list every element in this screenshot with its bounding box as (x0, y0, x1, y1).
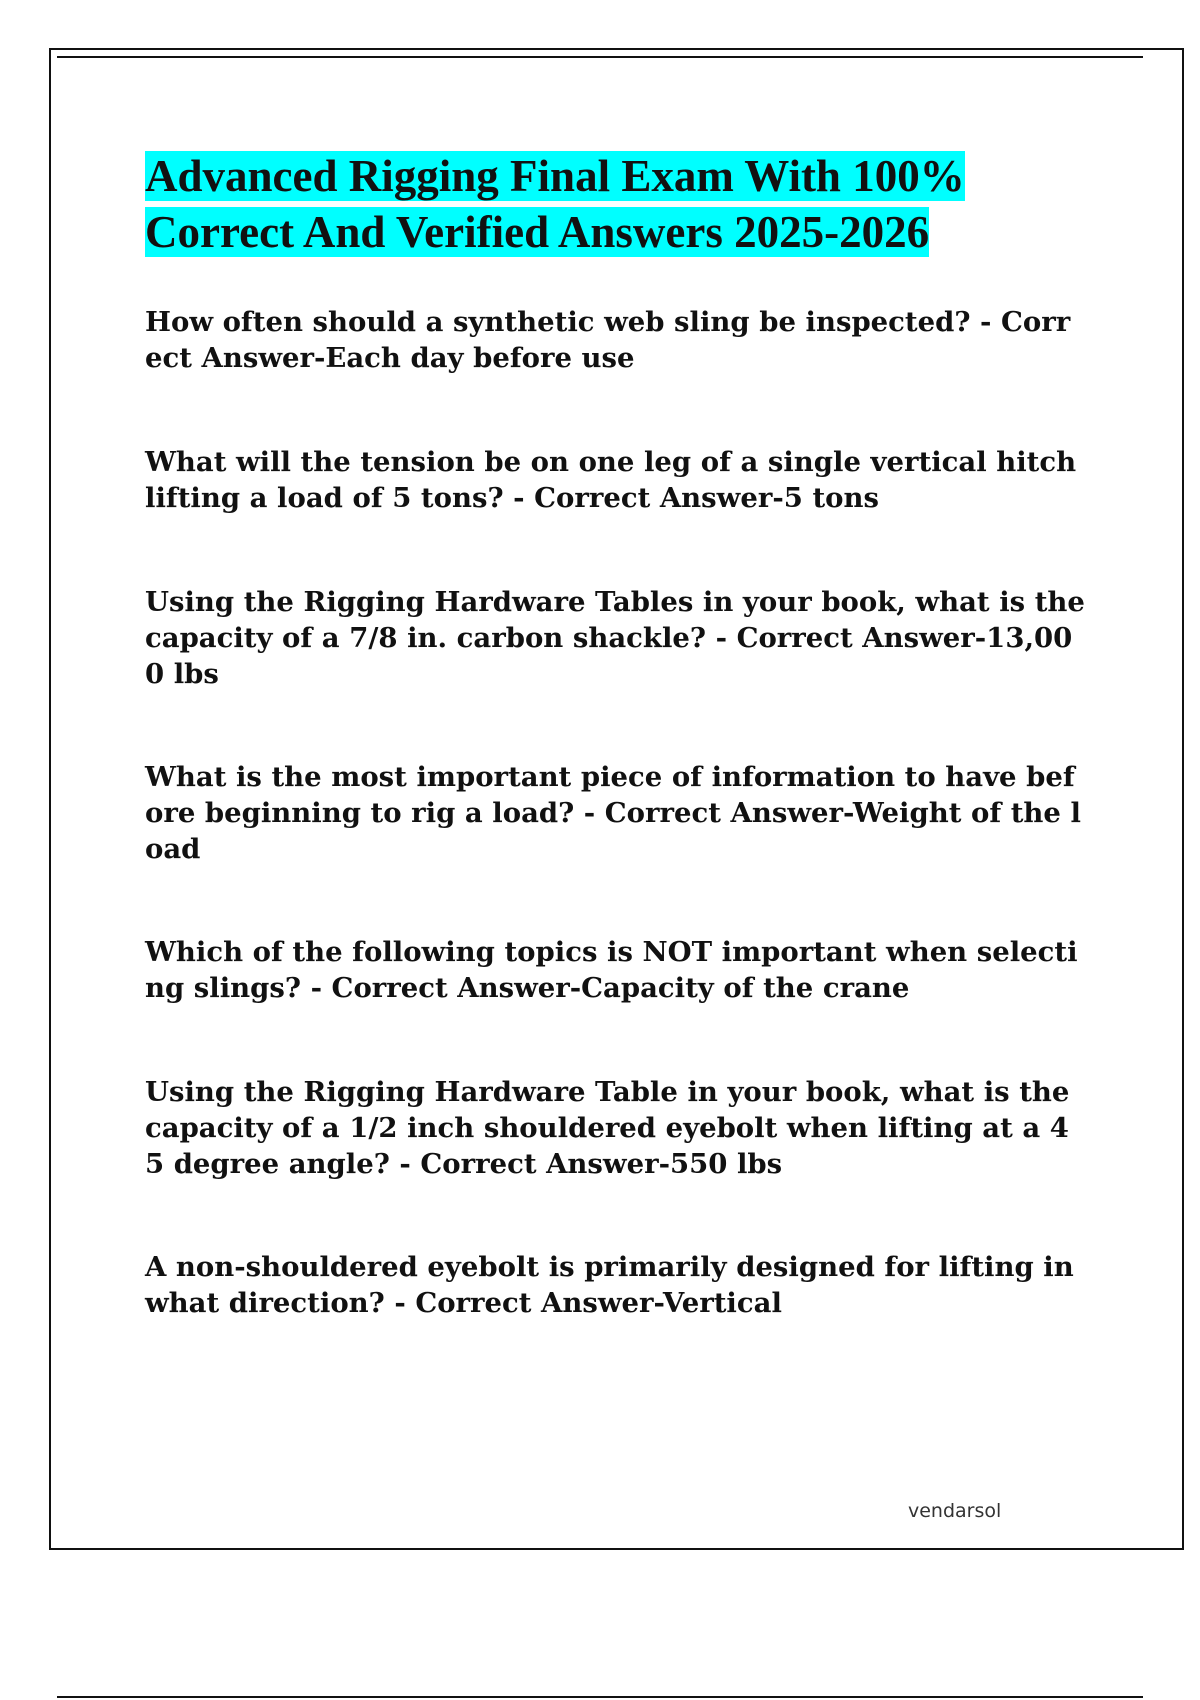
title-line-1: Advanced Rigging Final Exam With 100% (145, 151, 965, 201)
qa-item-1: How often should a synthetic web sling be inspected? - Correct Answer-Each day before use (145, 306, 1071, 374)
qa-item-3: Using the Rigging Hardware Tables in your book, what is the capacity of a 7/8 in. carbon shackle? - Correct Answer-13,000 lbs (145, 586, 1085, 690)
qa-item-7: A non-shouldered eyebolt is primarily designed for lifting in what direction? - Correct Answer-Vertical (145, 1251, 1074, 1319)
qa-item-5: Which of the following topics is NOT important when selecting slings? - Correct Answer-Capacity of the crane (145, 936, 1078, 1004)
document-title (145, 148, 1045, 260)
qa-item-4: What is the most important piece of information to have before beginning to rig a load? - Correct Answer-Weight of the load (145, 761, 1081, 865)
top-rule (57, 56, 1143, 58)
qa-item-2: What will the tension be on one leg of a single vertical hitch lifting a load of 5 tons? - Correct Answer-5 tons (145, 446, 1077, 514)
footer-brand: vendarsol (908, 1500, 1002, 1522)
title-line-2: Correct And Verified Answers 2025-2026 (145, 207, 930, 257)
qa-item-6: Using the Rigging Hardware Table in your book, what is the capacity of a 1/2 inch shouldered eyebolt when lifting at a 45 degree angle? - Correct Answer-550 lbs (145, 1076, 1070, 1180)
bottom-rule (57, 1696, 1143, 1698)
